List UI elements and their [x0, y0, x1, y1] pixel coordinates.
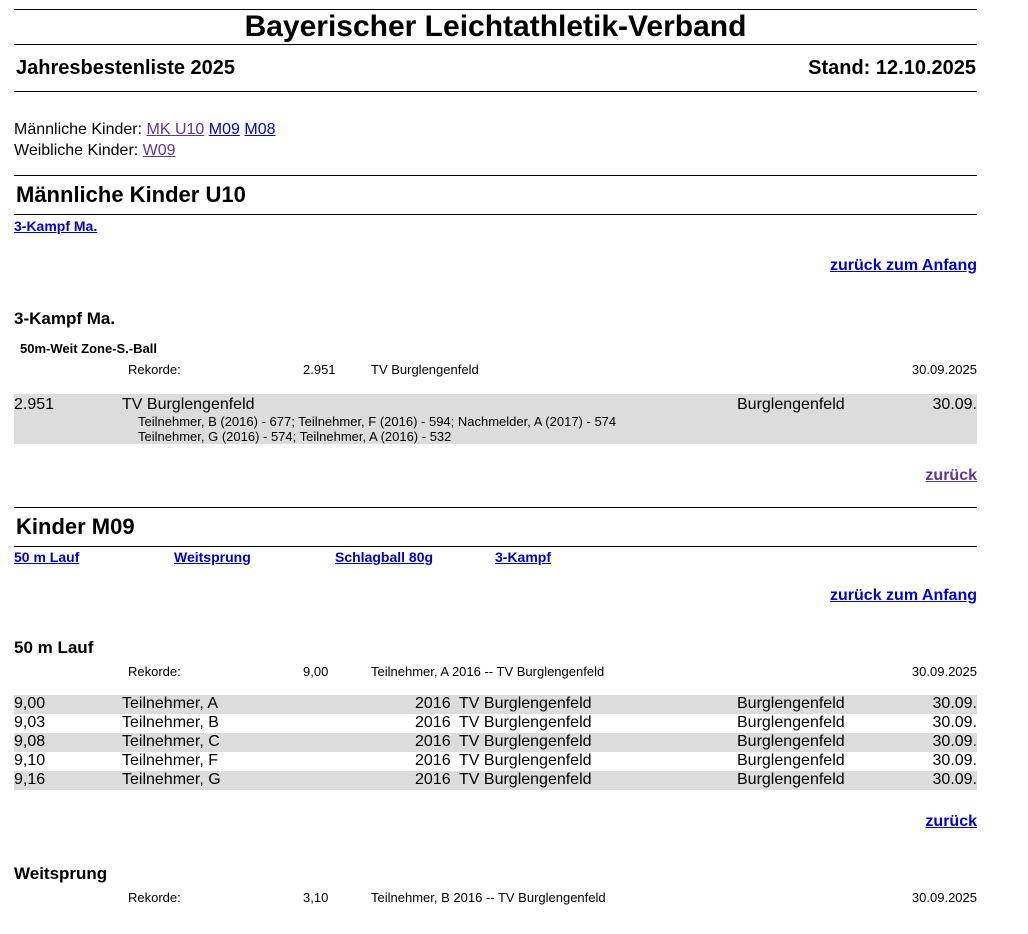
records-row: [14, 362, 977, 380]
records-holder: Teilnehmer, B 2016 -- TV Burglengenfeld: [371, 890, 606, 905]
date: 30.09.: [932, 714, 977, 731]
club: TV Burglengenfeld: [459, 752, 592, 769]
records-date: 30.09.2025: [911, 890, 977, 905]
date: 30.09.: [932, 752, 977, 769]
records-value: 9,00: [303, 664, 329, 679]
club: TV Burglengenfeld: [459, 733, 592, 750]
back-button[interactable]: zurück: [925, 467, 977, 484]
link-mk-u10[interactable]: MK U10: [146, 121, 205, 138]
category-links: [14, 119, 977, 161]
back-link-1: [14, 467, 977, 485]
date: 30.09.: [932, 733, 977, 750]
page-title: Bayerischer Leichtathletik-Verband: [244, 10, 747, 43]
athlete-name: Teilnehmer, B: [122, 714, 219, 731]
club: TV Burglengenfeld: [459, 695, 592, 712]
place: Burglengenfeld: [737, 695, 845, 712]
section-title-m09: Kinder M09: [16, 514, 135, 539]
link-m08[interactable]: M08: [244, 121, 276, 138]
table-row: [14, 752, 977, 771]
list-title: Jahresbestenliste 2025: [16, 56, 236, 79]
divider: [14, 214, 977, 215]
place: Burglengenfeld: [737, 396, 845, 413]
discipline-heading: 50 m Lauf: [14, 638, 94, 657]
birth-year: 2016: [415, 714, 451, 731]
result: 9,00: [14, 695, 46, 712]
records-label: Rekorde:: [128, 664, 181, 679]
male-label: Männliche Kinder:: [14, 121, 143, 138]
subdiscipline-heading: 50m-Weit Zone-S.-Ball: [20, 341, 158, 356]
divider: [14, 546, 977, 547]
back-to-start-button[interactable]: zurück zum Anfang: [830, 257, 977, 274]
birth-year: 2016: [415, 695, 451, 712]
records-holder: Teilnehmer, A 2016 -- TV Burglengenfeld: [371, 664, 605, 679]
page: [14, 0, 977, 908]
club: TV Burglengenfeld: [459, 714, 592, 731]
result: 9,08: [14, 733, 46, 750]
records-value: 3,10: [303, 890, 329, 905]
table-row: [14, 394, 977, 444]
back-to-start-button[interactable]: zurück zum Anfang: [830, 587, 977, 604]
table-row: [14, 771, 977, 790]
athlete-name: Teilnehmer, F: [122, 752, 219, 769]
place: Burglengenfeld: [737, 733, 845, 750]
back-to-start-link-1: [14, 257, 977, 275]
table-row: [14, 733, 977, 752]
results-table: [14, 695, 977, 790]
place: Burglengenfeld: [737, 714, 845, 731]
place: Burglengenfeld: [737, 771, 845, 788]
back-link-2: [14, 813, 977, 831]
records-value: 2.951: [303, 362, 336, 377]
table-row: [14, 695, 977, 714]
discipline-links-mk-u10: [14, 217, 977, 237]
date: 30.09.: [932, 396, 977, 413]
records-row: [14, 664, 977, 682]
link-50m-lauf[interactable]: 50 m Lauf: [14, 549, 80, 565]
athlete-name: Teilnehmer, C: [122, 733, 220, 750]
athlete-name: Teilnehmer, A: [122, 695, 219, 712]
birth-year: 2016: [415, 771, 451, 788]
result: 9,16: [14, 771, 46, 788]
date: 30.09.: [932, 771, 977, 788]
divider: [14, 91, 977, 92]
list-header: [14, 45, 977, 91]
birth-year: 2016: [415, 752, 451, 769]
athlete-name: Teilnehmer, G: [122, 771, 221, 788]
back-to-start-link-2: [14, 587, 977, 605]
records-row: [14, 890, 977, 908]
stand-date: Stand: 12.10.2025: [808, 56, 976, 79]
result: 2.951: [14, 396, 55, 413]
records-date: 30.09.2025: [911, 362, 977, 377]
result: 9,03: [14, 714, 46, 731]
team-members: Teilnehmer, B (2016) - 677; Teilnehmer, F (2016) - 594; Nachmelder, A (2017) - 574 Teilnehmer, G (2016) - 574; Teilnehmer, A (2016) - 532: [138, 414, 617, 444]
date: 30.09.: [932, 695, 977, 712]
records-label: Rekorde:: [128, 362, 181, 377]
discipline-heading: Weitsprung: [14, 864, 108, 883]
result: 9,10: [14, 752, 46, 769]
link-3-kampf-ma[interactable]: 3-Kampf Ma.: [14, 218, 98, 234]
link-3-kampf[interactable]: 3-Kampf: [495, 549, 552, 565]
birth-year: 2016: [415, 733, 451, 750]
link-m09[interactable]: M09: [208, 121, 240, 138]
table-row: [14, 714, 977, 733]
link-w09[interactable]: W09: [142, 142, 176, 159]
link-schlagball[interactable]: Schlagball 80g: [335, 549, 434, 565]
female-label: Weibliche Kinder:: [14, 142, 139, 159]
section-title-mk-u10: Männliche Kinder U10: [16, 182, 246, 207]
records-date: 30.09.2025: [911, 664, 977, 679]
back-button[interactable]: zurück: [925, 813, 977, 830]
records-holder: TV Burglengenfeld: [371, 362, 479, 377]
discipline-heading: 3-Kampf Ma.: [14, 309, 116, 328]
team-name: TV Burglengenfeld: [122, 396, 255, 413]
discipline-links-m09: [14, 548, 977, 568]
link-weitsprung[interactable]: Weitsprung: [174, 549, 251, 565]
place: Burglengenfeld: [737, 752, 845, 769]
club: TV Burglengenfeld: [459, 771, 592, 788]
records-label: Rekorde:: [128, 890, 181, 905]
